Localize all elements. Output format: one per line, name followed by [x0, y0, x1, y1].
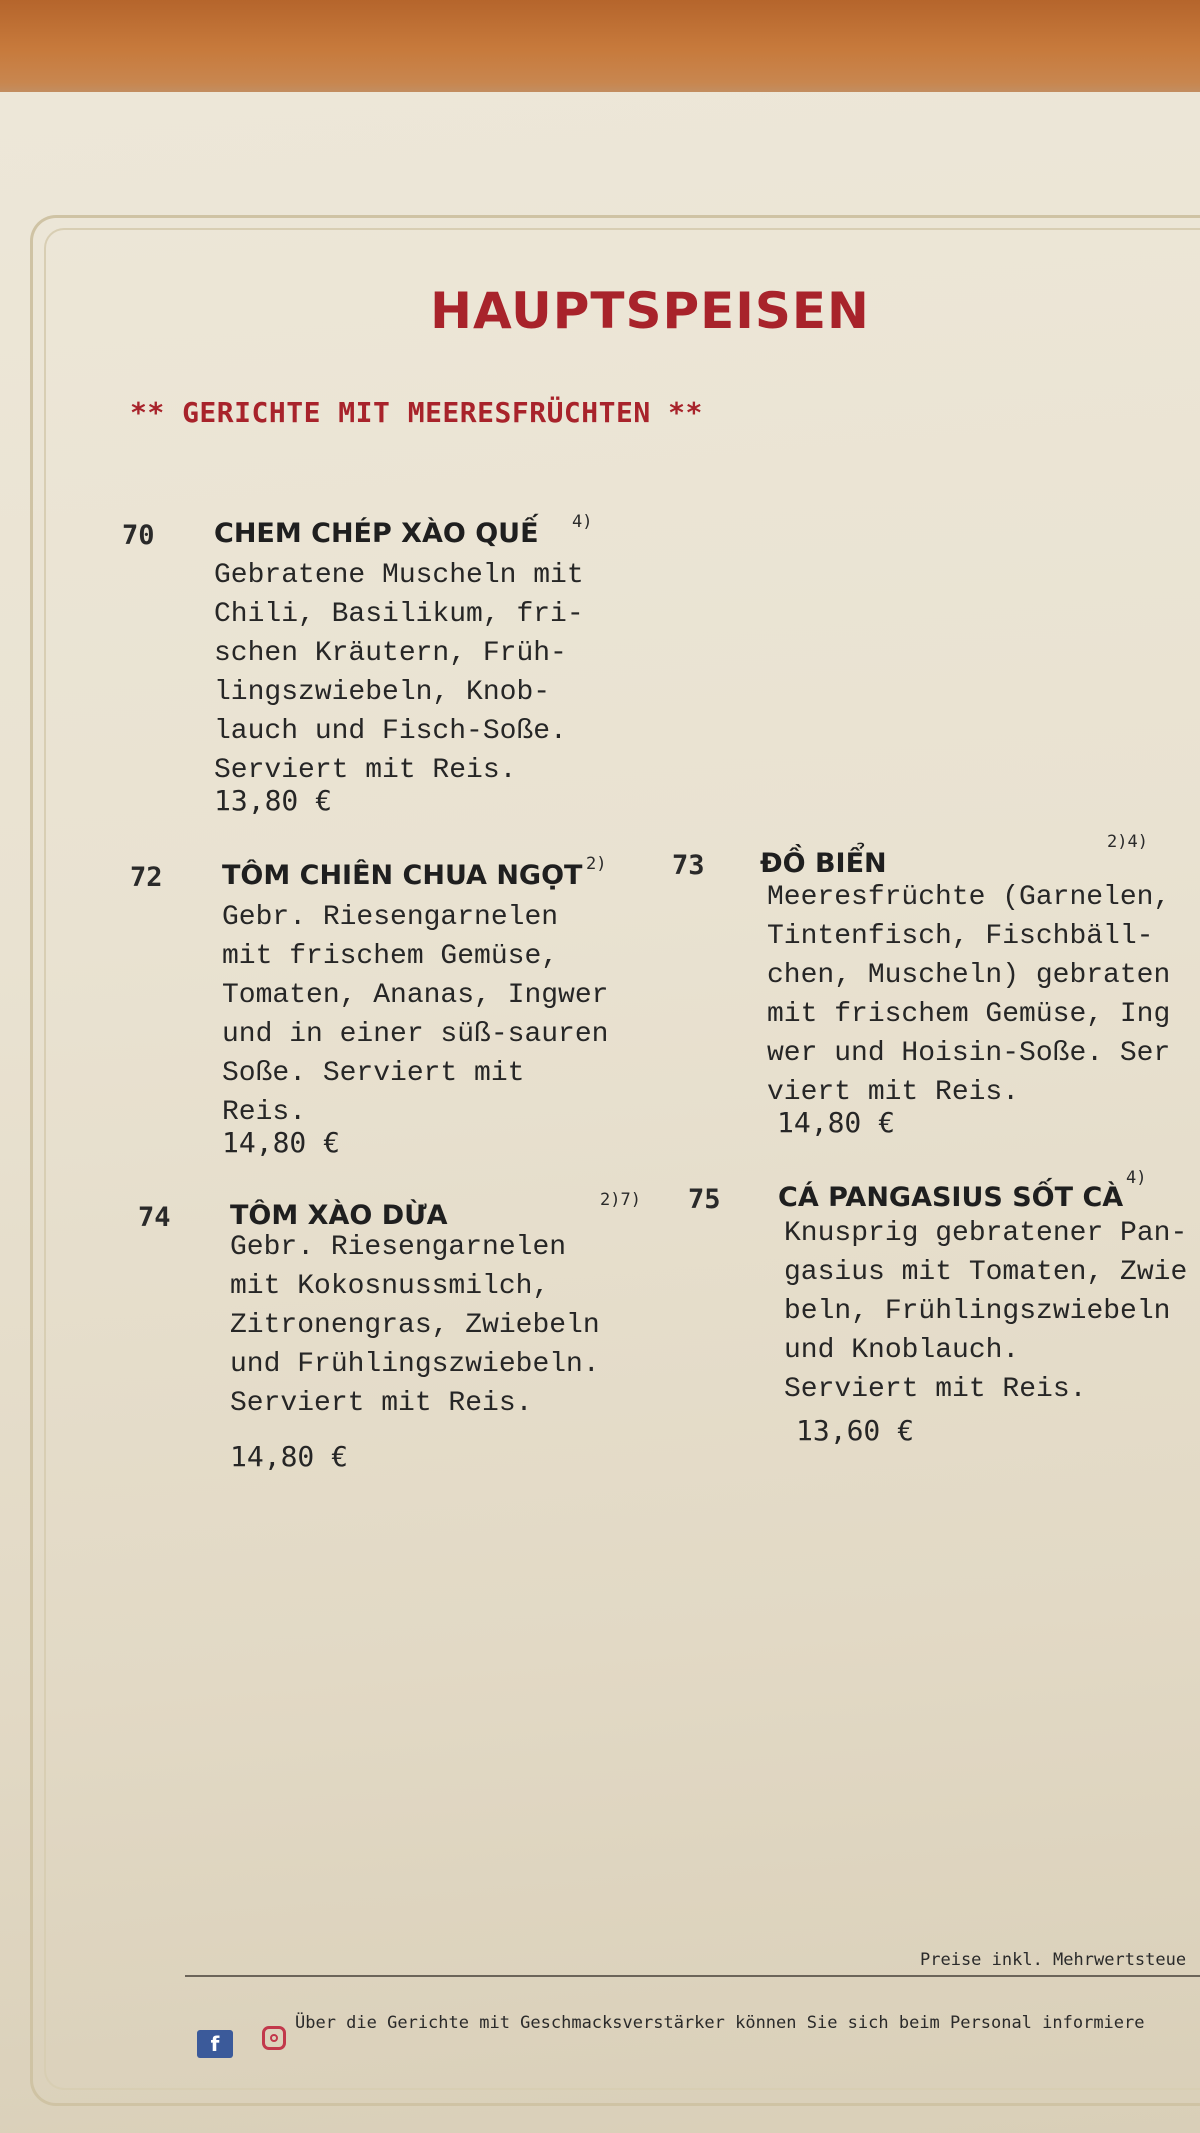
page-title: HAUPTSPEISEN [430, 282, 870, 340]
allergen-note: 2) [586, 854, 607, 874]
section-subtitle: ** GERICHTE MIT MEERESFRÜCHTEN ** [130, 396, 703, 429]
allergen-note: 2)7) [600, 1190, 641, 1210]
dish-number: 75 [688, 1184, 721, 1215]
dish-name: TÔM CHIÊN CHUA NGỌT [222, 860, 583, 891]
allergen-note: 4) [572, 512, 593, 532]
dish-price: 14,80 € [222, 1126, 341, 1159]
dish-name: CHEM CHÉP XÀO QUẾ [214, 518, 539, 549]
dish-70 [122, 512, 662, 818]
dish-74 [138, 1190, 678, 1490]
dish-number: 72 [130, 862, 163, 893]
dish-name: ĐỒ BIỂN [760, 848, 887, 879]
footer-divider [185, 1975, 1200, 1977]
dish-description: Gebr. Riesengarnelen mit frischem Gemüse, Tomaten, Ananas, Ingwer und in einer süß-sauren Soße. Serviert mit Reis. [222, 902, 609, 1128]
dish-name: TÔM XÀO DỪA [230, 1200, 448, 1231]
tax-note: Preise inkl. Mehrwertsteue [920, 1950, 1187, 1970]
dish-number: 73 [672, 850, 705, 881]
footer-info-text: Über die Gerichte mit Geschmacksverstärker können Sie sich beim Personal informiere [295, 2013, 1145, 2033]
dish-75 [688, 1168, 1200, 1472]
dish-73 [672, 832, 1200, 1148]
allergen-note: 4) [1126, 1168, 1147, 1188]
dish-description: Gebratene Muscheln mit Chili, Basilikum, fri- schen Kräutern, Früh- lingszwiebeln, Knob- lauch und Fisch-Soße. Serviert mit Reis. [214, 560, 584, 786]
facebook-icon[interactable]: f [197, 2030, 233, 2058]
dish-price: 14,80 € [230, 1440, 349, 1473]
dish-number: 74 [138, 1202, 171, 1233]
dish-price: 13,60 € [796, 1414, 915, 1447]
dish-description: Meeresfrüchte (Garnelen, Tintenfisch, Fischbäll- chen, Muscheln) gebraten mit frischem Gemüse, Ing wer und Hoisin-Soße. Ser viert mit Reis. [767, 882, 1171, 1108]
dish-description: Gebr. Riesengarnelen mit Kokosnussmilch, Zitronengras, Zwiebeln und Frühlingszwiebeln. Serviert mit Reis. [230, 1232, 600, 1419]
dish-number: 70 [122, 520, 155, 551]
dish-price: 13,80 € [214, 784, 333, 817]
dish-description: Knusprig gebratener Pan- gasius mit Tomaten, Zwie beln, Frühlingszwiebeln und Knoblauch. Serviert mit Reis. [784, 1218, 1188, 1405]
dish-price: 14,80 € [777, 1106, 896, 1139]
allergen-note: 2)4) [1107, 832, 1148, 852]
dish-72 [130, 854, 670, 1170]
instagram-icon[interactable] [262, 2026, 286, 2050]
dish-name: CÁ PANGASIUS SỐT CÀ [778, 1182, 1124, 1213]
